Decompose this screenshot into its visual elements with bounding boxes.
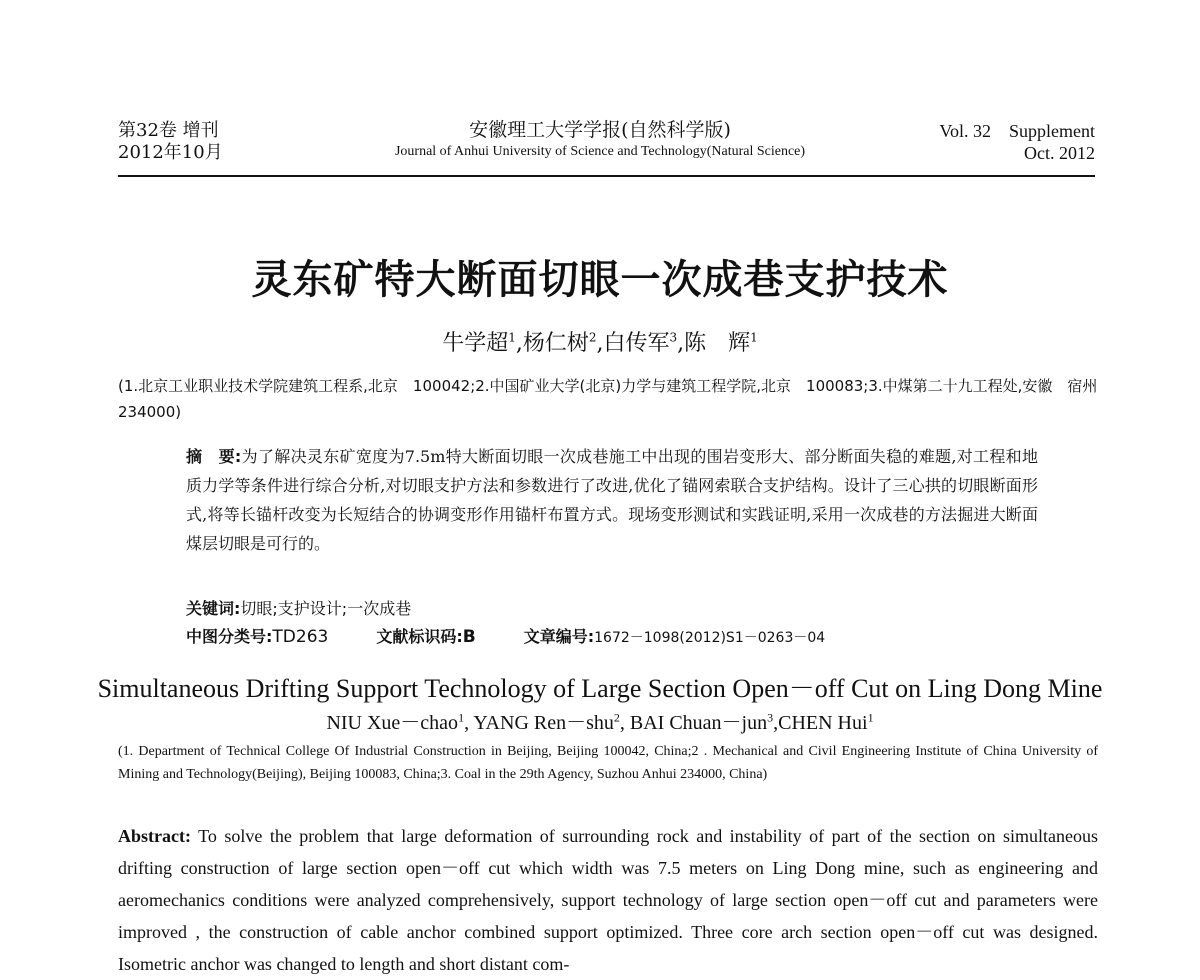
volume-issue-cn: 第32卷 增刊 xyxy=(118,120,219,141)
header-journal xyxy=(300,118,900,162)
classification-row xyxy=(186,624,825,647)
keywords-cn xyxy=(186,596,411,619)
author-affil-mark: 2 xyxy=(588,330,597,345)
article-number-label: 文章编号: xyxy=(523,627,595,646)
author-name-en: NIU Xue－chao xyxy=(326,712,459,734)
abstract-cn xyxy=(186,442,1038,558)
abstract-text-en: To solve the problem that large deformation of surrounding rock and instability of part of the section on simultaneous drifting construction of large section open－off cut which width was 7.5 meters on Ling Dong mine, such as engineering and aeromechanics conditions were analyzed comprehensively, support technology of large section open－off cut and parameters were improved , the construction of cable anchor combined support optimized. Three core arch section open－off cut was designed. Isometric anchor was changed to length and short distant com- xyxy=(118,826,1098,974)
author-name: 牛学超 xyxy=(442,331,509,356)
author-name: 陈 辉 xyxy=(684,331,751,356)
author-affil-mark: 1 xyxy=(458,710,465,725)
author-affil-mark: 2 xyxy=(613,710,620,725)
abstract-label-en: Abstract: xyxy=(118,826,191,846)
header-volume-en xyxy=(939,120,1095,164)
date-cn: 2012年10月 xyxy=(118,142,223,163)
journal-name-cn: 安徽理工大学学报(自然科学版) xyxy=(469,119,731,141)
abstract-en xyxy=(118,820,1098,980)
keywords-label-cn: 关键词: xyxy=(186,599,241,618)
author-affil-mark: 1 xyxy=(750,330,758,345)
authors-cn: 牛学超$^1$,杨仁树$^2$,白传军$^3$,陈 辉$^1$ xyxy=(442,330,758,356)
header-divider xyxy=(118,175,1095,177)
author-name-en: YANG Ren－shu xyxy=(473,712,614,734)
volume-en: Vol. 32 xyxy=(939,121,991,141)
supplement-en: Supplement xyxy=(1009,121,1095,141)
keywords-text-cn: 切眼;支护设计;一次成巷 xyxy=(240,599,412,618)
authors-en: NIU Xue－chao$^1$, YANG Ren－shu$^2$, BAI Chuan－jun$^3$,CHEN Hui$^1$ xyxy=(326,710,874,734)
journal-name-en: Journal of Anhui University of Science and Technology(Natural Science) xyxy=(394,144,806,159)
author-name: 杨仁树 xyxy=(522,331,589,356)
author-affil-mark: 1 xyxy=(867,710,874,725)
clc-value: TD263 xyxy=(272,627,329,647)
article-number-value: 1672－1098(2012)S1－0263－04 xyxy=(594,630,826,646)
clc-label: 中图分类号: xyxy=(186,627,273,646)
doc-code-label: 文献标识码: xyxy=(376,627,463,646)
author-name: 白传军 xyxy=(603,331,670,356)
paper-title-en: Simultaneous Drifting Support Technology of Large Section Open－off Cut on Ling Dong Mine xyxy=(97,674,1103,703)
author-affil-mark: 1 xyxy=(508,330,516,345)
author-name-en: BAI Chuan－jun xyxy=(629,712,768,734)
abstract-label-cn: 摘 要: xyxy=(186,447,242,466)
paper-title-cn: 灵东矿特大断面切眼一次成巷支护技术 xyxy=(251,257,949,303)
header-volume-info xyxy=(118,120,223,164)
abstract-text-cn: 为了解决灵东矿宽度为7.5m特大断面切眼一次成巷施工中出现的围岩变形大、部分断面失稳的难题,对工程和地质力学等条件进行综合分析,对切眼支护方法和参数进行了改进,优化了锚网索联合支护结构。设计了三心拱的切眼断面形式,将等长锚杆改变为长短结合的协调变形作用锚杆布置方式。现场变形测试和实践证明,采用一次成巷的方法掘进大断面煤层切眼是可行的。 xyxy=(186,447,1038,553)
author-affil-mark: 3 xyxy=(669,330,678,345)
author-name-en: CHEN Hui xyxy=(778,712,868,734)
doc-code-value: B xyxy=(462,627,476,647)
author-affil-mark: 3 xyxy=(767,710,774,725)
affiliations-en: (1. Department of Technical College Of Industrial Construction in Beijing, Beijing 100042, China;2 . Mechanical and Civil Engineering Institute of China University of Mining and Technology(Beijing), Beijing 100083, China;3. Coal in the 29th Agency, Suzhou Anhui 234000, China) xyxy=(118,744,1098,782)
date-en: Oct. 2012 xyxy=(1024,143,1095,163)
affiliations-cn: (1.北京工业职业技术学院建筑工程系,北京 100042;2.中国矿业大学(北京)力学与建筑工程学院,北京 100083;3.中煤第二十九工程处,安徽 宿州 234000) xyxy=(118,377,1113,421)
